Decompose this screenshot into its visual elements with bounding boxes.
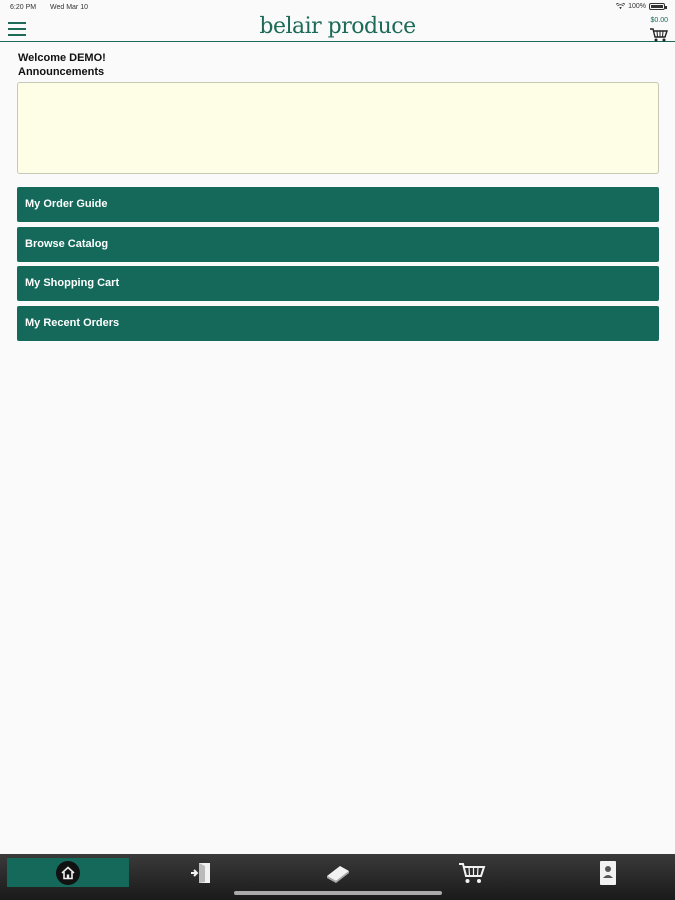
cart-total: $0.00 <box>650 17 668 24</box>
logout-icon <box>189 861 215 885</box>
recent-orders-button[interactable]: My Recent Orders <box>17 306 659 341</box>
wifi-icon <box>616 3 625 10</box>
status-indicators <box>616 3 665 10</box>
account-icon <box>598 860 618 886</box>
status-time: 6:20 PM <box>10 4 37 11</box>
announcements-label: Announcements <box>18 66 105 78</box>
tab-home[interactable] <box>7 858 129 887</box>
home-indicator <box>234 891 442 895</box>
tab-logout[interactable] <box>182 858 222 887</box>
brand-logo: belair produce <box>259 14 416 39</box>
cart-icon <box>458 861 486 885</box>
shopping-cart-button[interactable]: My Shopping Cart <box>17 266 659 301</box>
tab-catalog[interactable] <box>318 858 358 887</box>
battery-icon <box>649 3 665 10</box>
tab-account[interactable] <box>588 858 628 887</box>
bottom-tab-bar <box>0 854 675 900</box>
tab-cart[interactable] <box>452 858 492 887</box>
status-date: Wed Mar 10 <box>50 4 88 11</box>
welcome-message: Welcome DEMO! <box>18 52 106 64</box>
main-menu <box>17 187 659 345</box>
announcements-box <box>17 82 659 174</box>
home-icon <box>55 860 81 886</box>
browse-catalog-button[interactable]: Browse Catalog <box>17 227 659 262</box>
app-header <box>0 14 675 42</box>
catalog-book-icon <box>324 862 352 884</box>
shopping-cart-icon[interactable] <box>650 28 668 42</box>
order-guide-button[interactable]: My Order Guide <box>17 187 659 222</box>
battery-percent: 100% <box>628 3 646 10</box>
